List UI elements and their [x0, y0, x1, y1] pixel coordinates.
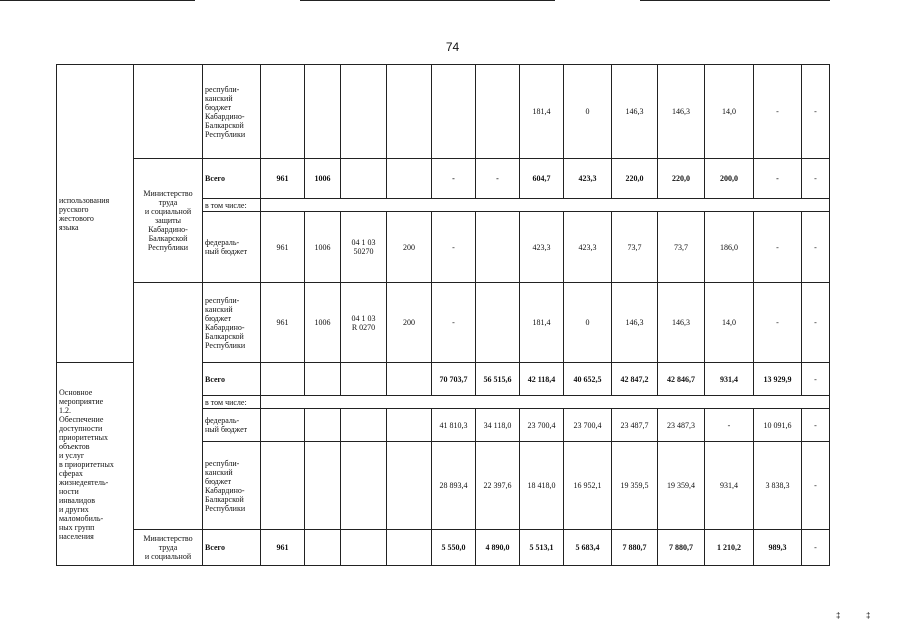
value-cell: 70 703,7: [432, 363, 476, 396]
funding-source-cell: Всего: [203, 159, 261, 199]
rzpr-code-cell: 1006: [305, 212, 341, 283]
table-row: [57, 65, 830, 159]
grbs-code-cell: 961: [261, 212, 305, 283]
value-cell: 23 487,7: [612, 409, 658, 442]
vr-code-cell: [387, 530, 432, 566]
funding-source-cell: республи- канский бюджет Кабардино- Балкарской Республики: [203, 283, 261, 363]
executor-cell: [134, 283, 203, 530]
value-cell: 989,3: [754, 530, 802, 566]
value-cell: 42 118,4: [520, 363, 564, 396]
value-cell: 423,3: [564, 212, 612, 283]
vr-code-cell: [387, 363, 432, 396]
measure-name-cell: использования русского жестового языка: [57, 65, 134, 363]
value-cell: 931,4: [705, 363, 754, 396]
top-rule-3: [640, 0, 830, 1]
value-cell: 220,0: [612, 159, 658, 199]
value-cell: 28 893,4: [432, 442, 476, 530]
value-cell: 18 418,0: [520, 442, 564, 530]
dash-cell: -: [802, 283, 830, 363]
measure-name-cell: Основное мероприятие 1.2. Обеспечение доступности приоритетных объектов и услуг в приоритетных сферах жизнедеятель- ности инвалидов и других маломобиль- ных групп населения: [57, 363, 134, 566]
funding-source-cell: Всего: [203, 363, 261, 396]
dash-cell: -: [802, 212, 830, 283]
value-cell: 0: [564, 283, 612, 363]
value-cell: 19 359,4: [658, 442, 705, 530]
value-cell: 0: [564, 65, 612, 159]
value-cell: 23 700,4: [520, 409, 564, 442]
value-cell: [432, 65, 476, 159]
top-rule-1: [0, 0, 195, 1]
value-cell: 146,3: [612, 65, 658, 159]
grbs-code-cell: [261, 65, 305, 159]
grbs-code-cell: [261, 363, 305, 396]
value-cell: 40 652,5: [564, 363, 612, 396]
value-cell: 23 487,3: [658, 409, 705, 442]
vr-code-cell: [387, 442, 432, 530]
rzpr-code-cell: [305, 65, 341, 159]
funding-source-cell: федераль- ный бюджет: [203, 409, 261, 442]
vr-code-cell: [387, 65, 432, 159]
value-cell: 604,7: [520, 159, 564, 199]
value-cell: 5 513,1: [520, 530, 564, 566]
funding-source-cell: в том числе:: [203, 396, 261, 409]
grbs-code-cell: 961: [261, 283, 305, 363]
value-cell: -: [754, 65, 802, 159]
csr-code-cell: [341, 159, 387, 199]
top-rule-2: [300, 0, 555, 1]
csr-code-cell: [341, 530, 387, 566]
csr-code-cell: [341, 409, 387, 442]
value-cell: -: [754, 212, 802, 283]
value-cell: 19 359,5: [612, 442, 658, 530]
value-cell: 146,3: [612, 283, 658, 363]
vr-code-cell: 200: [387, 283, 432, 363]
csr-code-cell: [341, 442, 387, 530]
budget-table: [56, 64, 830, 566]
table-row: [57, 530, 830, 566]
value-cell: -: [754, 283, 802, 363]
value-cell: 56 515,6: [476, 363, 520, 396]
value-cell: 423,3: [520, 212, 564, 283]
value-cell: 5 683,4: [564, 530, 612, 566]
value-cell: -: [432, 283, 476, 363]
value-cell: 14,0: [705, 283, 754, 363]
rzpr-code-cell: [305, 363, 341, 396]
value-cell: [476, 212, 520, 283]
executor-cell: Министерство труда и социальной: [134, 530, 203, 566]
grbs-code-cell: 961: [261, 159, 305, 199]
value-cell: 10 091,6: [754, 409, 802, 442]
value-cell: 73,7: [658, 212, 705, 283]
value-cell: -: [754, 159, 802, 199]
dash-cell: -: [802, 530, 830, 566]
value-cell: 931,4: [705, 442, 754, 530]
value-cell: 181,4: [520, 65, 564, 159]
value-cell: 14,0: [705, 65, 754, 159]
funding-source-cell: федераль- ный бюджет: [203, 212, 261, 283]
value-cell: 42 846,7: [658, 363, 705, 396]
csr-code-cell: [341, 363, 387, 396]
rzpr-code-cell: [305, 409, 341, 442]
dash-cell: -: [802, 409, 830, 442]
rzpr-code-cell: [305, 442, 341, 530]
funding-source-cell: в том числе:: [203, 199, 261, 212]
value-cell: -: [705, 409, 754, 442]
value-cell: 42 847,2: [612, 363, 658, 396]
table-row: [57, 283, 830, 363]
rzpr-code-cell: [305, 530, 341, 566]
value-cell: 181,4: [520, 283, 564, 363]
grbs-code-cell: 961: [261, 530, 305, 566]
value-cell: [476, 65, 520, 159]
grbs-code-cell: [261, 409, 305, 442]
dash-cell: -: [802, 363, 830, 396]
rzpr-code-cell: 1006: [305, 159, 341, 199]
value-cell: -: [432, 159, 476, 199]
table-row: [57, 159, 830, 199]
value-cell: 7 880,7: [658, 530, 705, 566]
value-cell: 200,0: [705, 159, 754, 199]
page-mark: ‡: [866, 611, 871, 620]
value-cell: 146,3: [658, 65, 705, 159]
rzpr-code-cell: 1006: [305, 283, 341, 363]
funding-source-cell: республи- канский бюджет Кабардино- Балкарской Республики: [203, 65, 261, 159]
value-cell: 73,7: [612, 212, 658, 283]
funding-source-cell: республи- канский бюджет Кабардино- Балкарской Республики: [203, 442, 261, 530]
value-cell: -: [476, 159, 520, 199]
vr-code-cell: 200: [387, 212, 432, 283]
value-cell: 23 700,4: [564, 409, 612, 442]
csr-code-cell: [341, 65, 387, 159]
value-cell: 146,3: [658, 283, 705, 363]
value-cell: 220,0: [658, 159, 705, 199]
value-cell: 3 838,3: [754, 442, 802, 530]
empty-cell: [261, 396, 830, 409]
grbs-code-cell: [261, 442, 305, 530]
value-cell: 34 118,0: [476, 409, 520, 442]
dash-cell: -: [802, 65, 830, 159]
executor-cell: [134, 65, 203, 159]
page-mark: ‡: [836, 611, 841, 620]
value-cell: 423,3: [564, 159, 612, 199]
value-cell: 16 952,1: [564, 442, 612, 530]
dash-cell: -: [802, 442, 830, 530]
value-cell: 5 550,0: [432, 530, 476, 566]
executor-cell: Министерство труда и социальной защиты Кабардино- Балкарской Республики: [134, 159, 203, 283]
value-cell: 4 890,0: [476, 530, 520, 566]
value-cell: 186,0: [705, 212, 754, 283]
csr-code-cell: 04 1 03 50270: [341, 212, 387, 283]
value-cell: 7 880,7: [612, 530, 658, 566]
funding-source-cell: Всего: [203, 530, 261, 566]
vr-code-cell: [387, 159, 432, 199]
csr-code-cell: 04 1 03 R 0270: [341, 283, 387, 363]
value-cell: 41 810,3: [432, 409, 476, 442]
empty-cell: [261, 199, 830, 212]
value-cell: [476, 283, 520, 363]
value-cell: 22 397,6: [476, 442, 520, 530]
page-number: 74: [445, 40, 460, 54]
value-cell: 13 929,9: [754, 363, 802, 396]
vr-code-cell: [387, 409, 432, 442]
dash-cell: -: [802, 159, 830, 199]
value-cell: 1 210,2: [705, 530, 754, 566]
value-cell: -: [432, 212, 476, 283]
